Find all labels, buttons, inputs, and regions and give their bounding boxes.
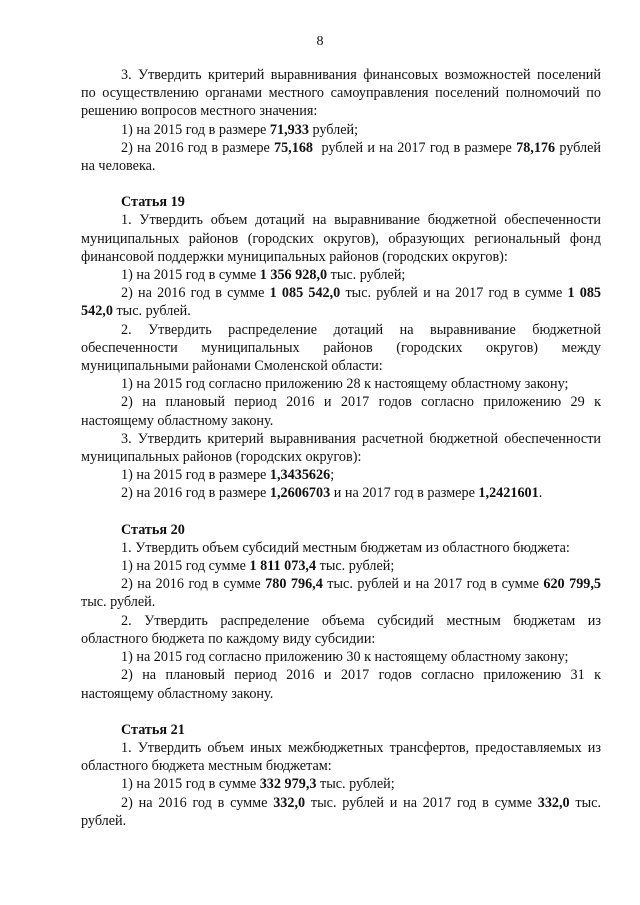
- article-19: [81, 193, 601, 502]
- article-title: Статья 21: [121, 721, 185, 738]
- paragraph: 1. Утвердить объем субсидий местным бюджетам из областного бюджета:: [121, 539, 570, 556]
- paragraph: 1. Утвердить объем иных межбюджетных трансфертов, предоставляемых из областного бюджета местным бюджетам:: [81, 739, 601, 775]
- list-item: 2) на 2016 год в размере 1,2606703 и на 2017 год в размере 1,2421601.: [121, 485, 543, 502]
- value: 620 799,5: [543, 576, 602, 593]
- list-item: 1) на 2015 год сумме 1 811 073,4 тыс. рублей;: [121, 558, 395, 575]
- value: 1,2606703: [269, 485, 331, 502]
- article-title: Статья 19: [121, 194, 185, 211]
- article-20: [81, 521, 601, 703]
- page-number: 8: [316, 34, 324, 49]
- value: 332 979,3: [259, 776, 317, 793]
- value: 1 085 542,0: [269, 285, 341, 302]
- list-item: 2) на плановый период 2016 и 2017 годов согласно приложению 31 к настоящему областному закону.: [81, 667, 601, 702]
- list-item: 1) на 2015 год согласно приложению 30 к настоящему областному закону;: [121, 649, 569, 666]
- value: 71,933: [269, 121, 309, 138]
- value: 1 085 542,0: [81, 285, 602, 320]
- list-item: 2) на 2016 год в размере 75,168 рублей и на 2017 год в размере 78,176 рублей на человека.: [81, 139, 601, 175]
- document-body: [81, 66, 601, 830]
- article-title: Статья 20: [121, 521, 185, 538]
- list-item: 2) на плановый период 2016 и 2017 годов согласно приложению 29 к настоящему областному закону.: [81, 394, 601, 429]
- article-18-continuation: [81, 66, 601, 175]
- paragraph: 3. Утвердить критерий выравнивания расчетной бюджетной обеспеченности муниципальных районов (городских округов):: [81, 430, 601, 466]
- list-item: 1) на 2015 год в размере 1,3435626;: [121, 467, 335, 484]
- paragraph: 2. Утвердить распределение дотаций на выравнивание бюджетной обеспеченности муниципальных районов (городских округов) между муниципальными районами Смоленской области:: [81, 321, 601, 375]
- value: 332,0: [273, 794, 306, 811]
- value: 332,0: [537, 794, 570, 811]
- value: 1,2421601: [478, 485, 539, 502]
- value: 1 356 928,0: [259, 267, 328, 284]
- value: 1 811 073,4: [249, 558, 317, 575]
- paragraph: 3. Утвердить критерий выравнивания финансовых возможностей поселений по осуществлению органами местного самоуправления поселений полномочий по решению вопросов местного значения:: [81, 67, 601, 120]
- list-item: 1) на 2015 год согласно приложению 28 к настоящему областному закону;: [121, 376, 569, 393]
- list-item: 2) на 2016 год в сумме 780 796,4 тыс. рублей и на 2017 год в сумме 620 799,5 тыс. рублей.: [81, 576, 602, 611]
- list-item: 1) на 2015 год в размере 71,933 рублей;: [121, 121, 359, 138]
- value: 1,3435626: [269, 467, 331, 484]
- article-21: [81, 721, 601, 830]
- list-item: 1) на 2015 год в сумме 1 356 928,0 тыс. рублей;: [121, 267, 406, 284]
- value: 780 796,4: [265, 576, 323, 593]
- list-item: 1) на 2015 год в сумме 332 979,3 тыс. рублей;: [121, 776, 395, 793]
- paragraph: 1. Утвердить объем дотаций на выравнивание бюджетной обеспеченности муниципальных районов (городских округов), образующих региональный фонд финансовой поддержки муниципальных районов (городских округов):: [81, 212, 601, 265]
- paragraph: 2. Утвердить распределение объема субсидий местным бюджетам из областного бюджета по каждому виду субсидии:: [81, 612, 601, 647]
- value: 78,176: [516, 139, 556, 156]
- list-item: 2) на 2016 год в сумме 332,0 тыс. рублей и на 2017 год в сумме 332,0 тыс. рублей.: [81, 794, 602, 829]
- list-item: 2) на 2016 год в сумме 1 085 542,0 тыс. рублей и на 2017 год в сумме 1 085 542,0 тыс. рублей.: [81, 285, 602, 320]
- value: 75,168: [273, 139, 313, 156]
